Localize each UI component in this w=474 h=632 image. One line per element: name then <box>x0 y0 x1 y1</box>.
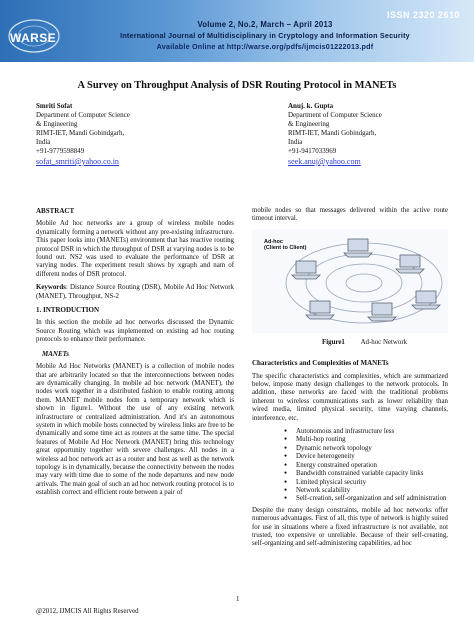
figure-caption-num: Figure1 <box>322 338 345 346</box>
author-name: Smriti Sofat <box>36 102 73 110</box>
keywords <box>36 284 234 301</box>
journal-url[interactable]: Available Online at http://warse.org/pdfs/ijmcis01222013.pdf <box>156 42 374 51</box>
figure-label-title: Ad-hoc <box>264 238 283 245</box>
paper-title: A Survey on Throughput Analysis of DSR Routing Protocol in MANETs <box>77 80 397 91</box>
characteristics-text: The specific characteristics and complexities, which are summarized below, impose many design challenges to the network protocols. In addition, these networks are faced with the traditional problems inherent to wireless communications such as lower reliability than wired media, limited physical security, time varying channels, interference, etc. <box>252 372 448 422</box>
author-inst: RIMT-IET, Mandi Gobindgarh, <box>288 129 377 137</box>
author-inst: RIMT-IET, Mandi Gobindgarh, <box>36 129 125 137</box>
author-phone: +91-9779598849 <box>36 147 85 155</box>
keywords-text: : Distance Source Routing (DSR), Mobile Ad Hoc Network (MANET), Throughput, NS-2 <box>36 284 234 300</box>
list-item: ● Bandwidth constrained variable capacity links <box>252 470 448 478</box>
author-dept: Department of Computer Science <box>288 111 382 119</box>
author-email[interactable]: seek.anuj@yahoo.com <box>288 157 361 166</box>
author-dept2: & Engineering <box>288 120 330 128</box>
manets-heading: MANETs <box>42 349 69 358</box>
continuation-text: mobile nodes so that messages delivered within the active route timeout interval. <box>252 207 448 223</box>
author-block-2 <box>288 102 468 166</box>
list-item: ● Self-creation, self-organization and self administration <box>252 495 448 503</box>
figure-caption-text: Ad-hoc Network <box>360 338 408 346</box>
author-block-1 <box>36 102 216 166</box>
left-column <box>36 207 234 503</box>
author-country: India <box>36 138 51 146</box>
figure-label-sub: (Client to Client) <box>264 244 307 251</box>
manets-text: Mobile Ad Hoc Networks (MANET) is a collection of mobile nodes that are arbitrarily located so that the interconnections between nodes are dynamically changing. In mobile ad hoc network (MANET), the nodes work together in a distributed fashion to enable routing among them. MANET mobile nodes form a temporary network which is shown in figure1. Without the use of any existing network infrastructure or centralized administration. And it's an autonomous system in which mobile hosts connected by wireless links are free to be dynamically and some time act as routers at the same time. The special features of Mobile Ad Hoc Network (MANET) bring this technology great opportunity together with severe challenges. All nodes in a wireless ad hoc network act as a router and host as well as the network topology is in dynamically, because the connectivity between the nodes may vary with time due to some of the node departures and new node arrivals. The main goal of such an ad hoc network routing protocol is to establish correct and efficient route between a pair of <box>36 363 234 497</box>
list-item: ● Network scalability <box>252 487 448 495</box>
issn-label: ISSN 2320 2610 <box>386 10 460 20</box>
author-country: India <box>288 138 303 146</box>
list-item: ● Limited physical security <box>252 479 448 487</box>
journal-banner <box>0 0 474 62</box>
list-item: ● Energy constrained operation <box>252 462 448 470</box>
author-phone: +91-9417033969 <box>288 147 337 155</box>
intro-heading: 1. INTRODUCTION <box>36 306 100 315</box>
volume-line: Volume 2, No.2, March – April 2013 <box>197 20 333 29</box>
journal-name: International Journal of Multidisciplinary in Cryptology and Information Security <box>120 31 410 40</box>
characteristics-heading: Characteristics and Complexities of MANETs <box>252 359 389 368</box>
list-item: ● Dynamic network topology <box>252 445 448 453</box>
right-column <box>252 207 448 554</box>
author-dept2: & Engineering <box>36 120 78 128</box>
author-email[interactable]: sofat_smriti@yahoo.co.in <box>36 157 119 166</box>
list-item: ● Multi-hop routing <box>252 436 448 444</box>
intro-text: In this section the mobile ad hoc networks discussed the Dynamic Source Routing which was implemented on existing ad hoc routing protocols to enhance their performance. <box>36 319 234 344</box>
author-name: Anuj. k. Gupta <box>288 102 334 110</box>
copyright-footer: @2012, IJMCIS All Rights Reserved <box>36 608 139 615</box>
page-number: 1 <box>236 596 240 603</box>
characteristics-list <box>252 428 448 504</box>
figure-caption <box>322 339 448 347</box>
abstract-heading: ABSTRACT <box>36 207 75 215</box>
list-item: ● Device heterogeneity <box>252 453 448 461</box>
list-item: ● Autonomous and infrastructure less <box>252 428 448 436</box>
figure-adhoc <box>252 229 448 331</box>
abstract-text: Mobile Ad hoc networks are a group of wireless mobile nodes dynamically forming a network without any pre-existing infrastructure. This paper looks into (MANETs) environment that has reactive routing protocol DSR in which the throughput of DSR at varying nodes is to be found out. NS2 was used to evaluate the performance of DSR at varying nodes. The experiment result shows by xgraph and nam of different nodes of DSR protocol. <box>36 220 234 278</box>
closing-text: Despite the many design constraints, mobile ad hoc networks offer numerous advantages. First of all, this type of network is highly suited for use in situations where a fixed infrastructure is not available, not trusted, too expensive or unreliable. Because of their self-creating, self-organizing and self-administering capabilities, ad hoc <box>252 506 448 548</box>
author-dept: Department of Computer Science <box>36 111 130 119</box>
keywords-label: Keywords <box>36 284 66 292</box>
figure-label <box>264 239 306 251</box>
logo-text: WARSE <box>10 31 57 45</box>
